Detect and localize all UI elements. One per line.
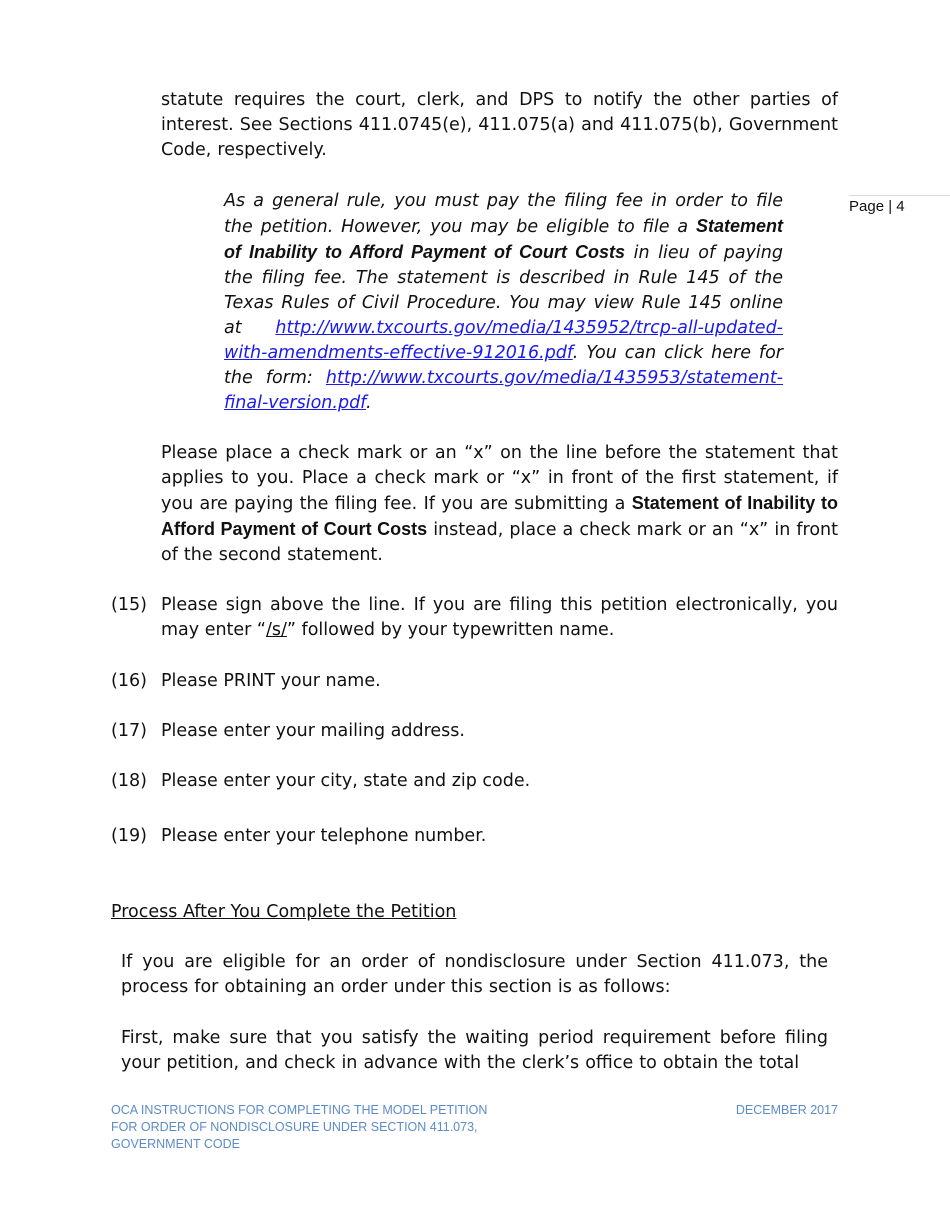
filing-fee-note xyxy=(224,189,783,416)
rule-145-link[interactable]: http://www.txcourts.gov/media/1435952/trcp-all-updated-with-amendments-effective-912016.pdf xyxy=(224,318,783,363)
item-text: Please PRINT your name. xyxy=(161,671,381,691)
filing-fee-text-1: As a general rule, you must pay the filing fee in order to file the petition. However, you may be eligible to file a xyxy=(224,191,783,237)
statement-of-inability-bold: Statement of Inability to Afford Payment of Court Costs xyxy=(224,216,783,262)
statement-of-inability-bold-2: Statement of Inability to Afford Payment of Court Costs xyxy=(161,493,838,539)
signature-slash-s: /s/ xyxy=(266,620,287,640)
check-mark-paragraph xyxy=(161,441,838,568)
footer-line-3: GOVERNMENT CODE xyxy=(111,1137,240,1151)
item-text: Please enter your mailing address. xyxy=(161,721,465,741)
item-text: Please enter your city, state and zip code. xyxy=(161,771,531,791)
check-mark-text-2: instead, place a check mark or an “x” in front of the second statement. xyxy=(161,520,838,565)
footer-title xyxy=(111,1102,491,1153)
page-number: Page | 4 xyxy=(849,198,905,215)
item-number: (19) xyxy=(111,826,147,846)
item-number: (17) xyxy=(111,721,147,741)
filing-fee-text-2: in lieu of paying the filing fee. The statement is described in Rule 145 of the Texas Rules of Civil Procedure. You may view Rule 145 online at xyxy=(224,243,783,338)
footer-line-2: FOR ORDER OF NONDISCLOSURE UNDER SECTION 411.073, xyxy=(111,1120,478,1134)
item-number: (15) xyxy=(111,595,147,615)
process-paragraph-2: First, make sure that you satisfy the waiting period requirement before filing your petition, and check in advance with the clerk’s office to obtain the total xyxy=(121,1028,828,1073)
intro-paragraph: statute requires the court, clerk, and DPS to notify the other parties of interest. See Sections 411.0745(e), 411.075(a) and 411.075(b), Government Code, respectively. xyxy=(161,90,838,160)
section-heading: Process After You Complete the Petition xyxy=(111,902,457,922)
item-text xyxy=(161,593,838,643)
footer-date: DECEMBER 2017 xyxy=(735,1103,838,1117)
page-number-rule xyxy=(849,195,950,196)
item-text-after: ” followed by your typewritten name. xyxy=(286,620,615,640)
item-text-before: Please sign above the line. If you are filing this petition electronically, you may enter “ xyxy=(161,595,838,640)
filing-fee-text-4: . xyxy=(366,393,372,413)
statement-form-link[interactable]: http://www.txcourts.gov/media/1435953/statement-final-version.pdf xyxy=(224,368,783,413)
footer-line-1: OCA INSTRUCTIONS FOR COMPLETING THE MODEL PETITION xyxy=(111,1103,488,1117)
item-number: (16) xyxy=(111,671,147,691)
check-mark-text-1: Please place a check mark or an “x” on the line before the statement that applies to you. Place a check mark or “x” in front of the first statement, if you are paying the filing fee. If you are submitting a xyxy=(161,443,838,514)
item-text: Please enter your telephone number. xyxy=(161,826,487,846)
filing-fee-text-3: . You can click here for the form: xyxy=(224,343,783,388)
item-number: (18) xyxy=(111,771,147,791)
process-paragraph-1: If you are eligible for an order of nondisclosure under Section 411.073, the process for obtaining an order under this section is as follows: xyxy=(121,952,828,997)
